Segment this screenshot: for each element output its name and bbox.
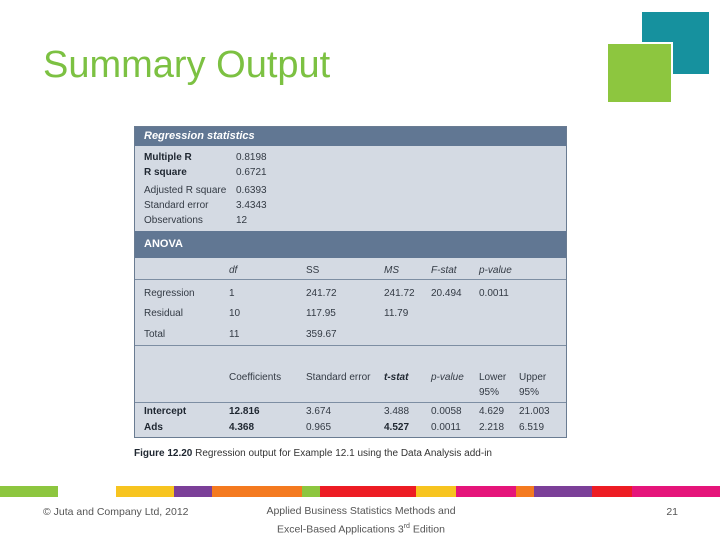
figure-caption: [134, 448, 492, 459]
footer-copyright: © Juta and Company Ltd, 2012: [43, 506, 189, 518]
slide-title: Summary Output: [43, 44, 331, 86]
coef-cell: 6.519: [519, 422, 545, 433]
stat-value: 3.4343: [236, 200, 267, 211]
anova-col-fstat: F-stat: [431, 265, 457, 276]
stat-label: Adjusted R square: [144, 185, 227, 196]
coef-col-stderr: Standard error: [306, 372, 371, 383]
stat-label: Multiple R: [144, 152, 192, 163]
coef-row-label: Ads: [144, 422, 163, 433]
stat-label: Observations: [144, 215, 203, 226]
stripe-segment: [0, 486, 58, 497]
anova-col-df: df: [229, 265, 238, 276]
regression-statistics-header: Regression statistics: [135, 127, 566, 146]
anova-cell: 1: [229, 288, 235, 299]
stripe-segment: [416, 486, 456, 497]
coef-col-pvalue: p-value: [431, 372, 464, 383]
figure-label: Figure 12.20: [134, 448, 193, 459]
anova-header: ANOVA: [135, 231, 566, 258]
stat-value: 12: [236, 215, 248, 226]
stat-label: Standard error: [144, 200, 209, 211]
stripe-segment: [174, 486, 212, 497]
coef-cell: 0.965: [306, 422, 332, 433]
decorative-green-square: [606, 42, 673, 104]
anova-divider: [135, 345, 566, 346]
stat-value: 0.6393: [236, 185, 267, 196]
anova-row-label: Total: [144, 329, 166, 340]
coef-cell: 12.816: [229, 406, 260, 417]
anova-row-label: Regression: [144, 288, 195, 299]
stripe-segment: [116, 486, 174, 497]
footer-book-line2: [230, 519, 492, 538]
stat-value: 0.8198: [236, 152, 267, 163]
coef-col-coefficients: Coefficients: [229, 372, 282, 383]
stat-value: 0.6721: [236, 167, 267, 178]
stripe-segment: [592, 486, 632, 497]
stat-label: R square: [144, 167, 187, 178]
coef-col-upper-pct: 95%: [519, 387, 540, 398]
coef-cell: 0.0058: [431, 406, 462, 417]
stripe-segment: [456, 486, 516, 497]
footer-book-line1: Applied Business Statistics Methods and: [266, 505, 456, 517]
coef-cell: 21.003: [519, 406, 550, 417]
anova-divider: [135, 279, 566, 280]
anova-cell: 241.72: [384, 288, 415, 299]
footer-book-line2-edition: Edition: [409, 523, 445, 536]
anova-cell: 11.79: [384, 308, 409, 319]
page-number: 21: [666, 506, 678, 518]
coef-cell: 3.674: [306, 406, 332, 417]
anova-cell: 0.0011: [479, 288, 509, 299]
coef-cell: 4.527: [384, 422, 410, 433]
coef-row-label: Intercept: [144, 406, 187, 417]
footer-book-line2-text: Excel-Based Applications 3: [277, 523, 404, 536]
anova-row-label: Residual: [144, 308, 183, 319]
coef-col-lower-pct: 95%: [479, 387, 500, 398]
coef-col-tstat: t-stat: [384, 372, 409, 383]
stripe-segment: [534, 486, 592, 497]
coef-cell: 2.218: [479, 422, 505, 433]
anova-col-pvalue: p-value: [479, 265, 512, 276]
anova-cell: 11: [229, 329, 240, 340]
coef-col-upper: Upper: [519, 372, 547, 383]
coef-cell: 4.629: [479, 406, 505, 417]
anova-cell: 10: [229, 308, 241, 319]
coef-cell: 3.488: [384, 406, 410, 417]
anova-cell: 20.494: [431, 288, 462, 299]
regression-output-figure: [134, 126, 567, 438]
anova-col-ms: MS: [384, 265, 399, 276]
anova-col-ss: SS: [306, 265, 320, 276]
stripe-segment: [320, 486, 416, 497]
anova-cell: 117.95: [306, 308, 336, 319]
footer-book-title: [230, 503, 492, 538]
coef-cell: 4.368: [229, 422, 255, 433]
stripe-segment: [632, 486, 720, 497]
stripe-segment: [58, 486, 116, 497]
anova-cell: 359.67: [306, 329, 337, 340]
stripe-segment: [212, 486, 302, 497]
anova-cell: 241.72: [306, 288, 337, 299]
stripe-segment: [302, 486, 320, 497]
stripe-segment: [516, 486, 534, 497]
coef-col-lower: Lower: [479, 372, 507, 383]
figure-caption-text: Regression output for Example 12.1 using the Data Analysis add-in: [195, 448, 492, 459]
footer-book-superscript: rd: [403, 523, 410, 530]
coef-divider: [135, 402, 566, 403]
coef-cell: 0.0011: [431, 422, 461, 433]
